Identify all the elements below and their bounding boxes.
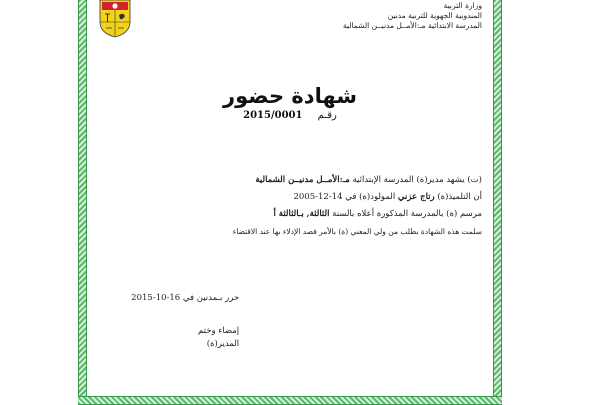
school-name-label: المدرسة الابتدائية مـ:الأمــل مدنيــن الشمالية — [342, 21, 482, 30]
ministry-label: وزارة التربية — [443, 1, 482, 10]
body-line-2-text: أن التلميذ(ة) — [434, 192, 482, 202]
body-line-3 — [112, 206, 482, 223]
certificate-page — [78, 0, 502, 405]
body-line-4: سلمت هذه الشهادة بطلب من ولي المعني (ة) بالأمر قصد الإدلاء بها عند الاقتضاء — [232, 227, 482, 236]
certificate-title: شهادة حضور — [223, 84, 357, 108]
document-header — [343, 1, 482, 31]
tunisia-coat-of-arms-icon — [96, 0, 134, 38]
student-name: رتاج عزني — [397, 192, 435, 202]
border-right — [493, 0, 502, 405]
number-value: 2015/0001 — [243, 110, 303, 121]
body-school-name: مـ:الأمــل مدنيــن الشمالية — [255, 175, 350, 185]
border-left — [78, 0, 87, 405]
sign-lines — [198, 325, 239, 351]
number-label: رقـم — [317, 110, 337, 121]
signature-block — [120, 292, 239, 351]
body-line-2 — [112, 189, 482, 206]
body-line-1 — [112, 172, 482, 189]
certificate-body — [112, 172, 482, 240]
regional-office-label: المندوبية الجهوية للتربية مدنين — [387, 11, 482, 20]
place-date: حرر بـمدنين في 16-10-2015 — [131, 293, 240, 303]
birth-date: 14-12-2005 — [293, 192, 343, 202]
body-line-1-text: (ت) يشهد مدير(ة) المدرسة الإبتدائية — [349, 175, 482, 185]
director-role: المدير(ة) — [206, 339, 240, 349]
border-bottom — [78, 396, 502, 405]
student-class: الثالثة, بـالثالثة أ — [273, 209, 330, 219]
certificate-number — [78, 110, 502, 121]
body-line-2-mid: المولود(ة) في — [342, 192, 398, 202]
body-line-3-text: مرسم (ة) بالمدرسة المذكورة أعلاه بالسنة — [329, 209, 482, 219]
sign-label: إمضاء وختم — [198, 326, 240, 336]
